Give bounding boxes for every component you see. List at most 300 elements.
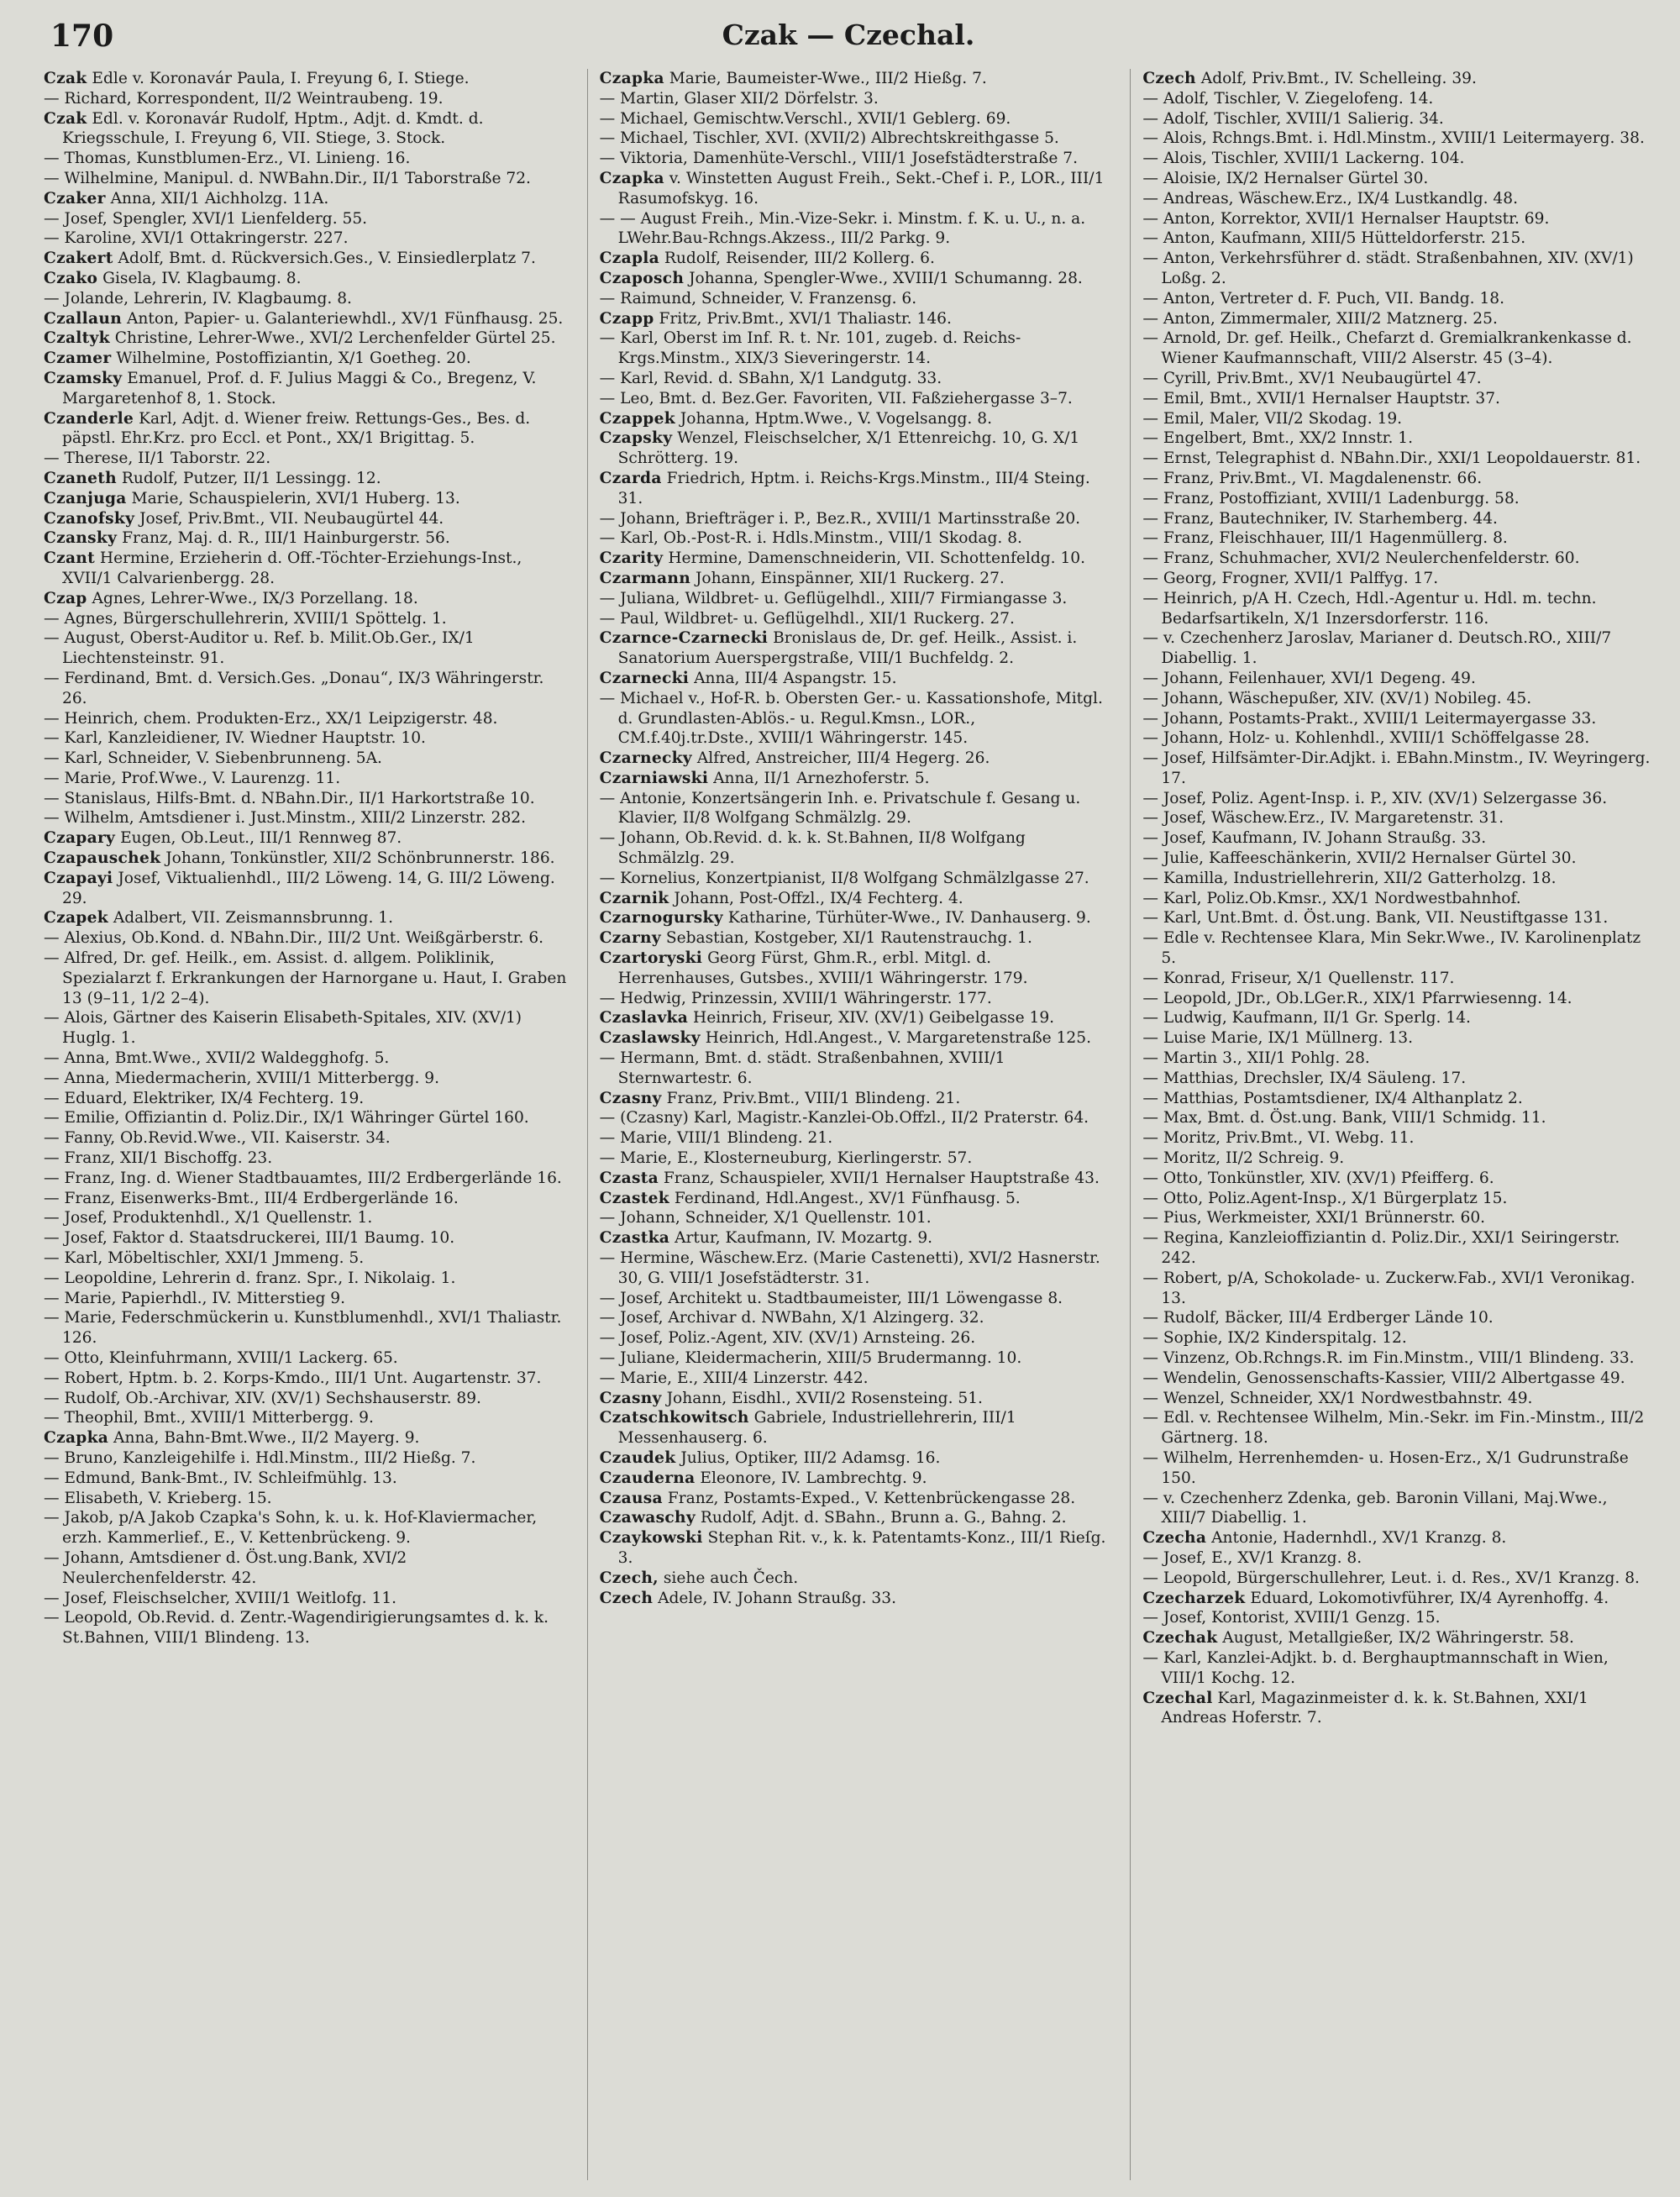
entry-details: Karl, Magazinmeister d. k. k. St.Bahnen, XXI/1 Andreas Hoferstr. 7. [1161,1689,1588,1727]
directory-entry [600,1189,1112,1209]
directory-entry [600,1348,1112,1369]
entry-details: — Anton, Kaufmann, XIII/5 Hütteldorferstr. 215. [1142,229,1526,248]
entry-details: Agnes, Lehrer-Wwe., IX/3 Porzellang. 18. [87,589,418,607]
entry-surname: Czaslawsky [599,1029,701,1048]
directory-entry [1142,1489,1655,1529]
entry-details: — Emil, Bmt., XVII/1 Hernalser Hauptstr. 37. [1142,389,1500,407]
directory-entry [1142,328,1655,369]
entry-details: Eugen, Ob.Leut., III/1 Rennweg 87. [115,829,402,848]
directory-entry [44,1128,569,1148]
directory-entry [600,889,1112,909]
entry-details: Christine, Lehrer-Wwe., XVI/2 Lerchenfelder Gürtel 25. [109,329,556,348]
entry-details: Anton, Papier- u. Galanteriewhdl., XV/1 Fünfhausg. 25. [122,309,564,328]
entry-details: — Cyrill, Priv.Bmt., XV/1 Neubaugürtel 47. [1142,369,1482,387]
entry-details: — Ernst, Telegraphist d. NBahn.Dir., XXI/1 Leopoldauerstr. 81. [1142,449,1641,468]
directory-entry [44,749,569,769]
directory-entry [1142,549,1655,569]
directory-entry [600,908,1112,928]
entry-details: — Adolf, Tischler, XVIII/1 Salierig. 34. [1142,109,1444,128]
entry-details: — Edle v. Rechtensee Klara, Min Sekr.Wwe., IV. Karolinenplatz 5. [1142,929,1641,968]
entry-details: Eduard, Lokomotivführer, IX/4 Ayrenhoffg. 4. [1245,1589,1609,1607]
directory-entry [44,169,569,189]
entry-details: — Josef, Produktenhdl., X/1 Quellenstr. 1. [44,1209,373,1227]
entry-details: — Josef, Archivar d. NWBahn, X/1 Alzingerg. 32. [599,1309,984,1327]
entry-details: Wenzel, Fleischselcher, X/1 Ettenreichg. 10, G. X/1 Schrötterg. 19. [617,429,1080,468]
directory-entry [44,808,569,828]
entry-details: — Josef, E., XV/1 Kranzg. 8. [1142,1548,1362,1567]
entry-details: Edl. v. Koronavár Rudolf, Hptm., Adjt. d. Kmdt. d. Kriegsschule, I. Freyung 6, VII. Stiege, 3. Stock. [62,109,484,148]
entry-details: — Johann, Postamts-Prakt., XVIII/1 Leitermayergasse 33. [1142,709,1597,728]
entry-details: — Wenzel, Schneider, XX/1 Nordwestbahnstr. 49. [1142,1389,1533,1407]
entry-details: — Arnold, Dr. gef. Heilk., Chefarzt d. Gremialkrankenkasse d. Wiener Kaufmannschaft, VIII/2 Alserstr. 45 (3–4). [1142,329,1632,368]
directory-entry [1142,628,1655,669]
directory-entry [600,1108,1112,1128]
entry-details: — Hermann, Bmt. d. städt. Straßenbahnen, XVIII/1 Sternwartestr. 6. [599,1049,1005,1087]
entry-details: — Franz, Priv.Bmt., VI. Magdalenenstr. 66. [1142,469,1483,487]
entry-details: Sebastian, Kostgeber, XI/1 Rautenstrauchg. 1. [660,929,1032,948]
directory-entry [600,1148,1112,1169]
entry-details: — Karl, Oberst im Inf. R. t. Nr. 101, zugeb. d. Reichs-Krgs.Minstm., XIX/3 Sieveringerstr. 14. [599,329,1021,368]
directory-entry [1142,849,1655,869]
directory-entry [1142,289,1655,309]
entry-details: Friedrich, Hptm. i. Reichs-Krgs.Minstm., III/4 Steing. 31. [617,469,1090,507]
directory-entry [1142,1608,1655,1628]
entry-details: — Franz, Schuhmacher, XVI/2 Neulerchenfelderstr. 60. [1142,549,1580,568]
entry-details: — Otto, Kleinfuhrmann, XVIII/1 Lackerg. 65. [44,1349,398,1367]
entry-details: — Ferdinand, Bmt. d. Versich.Ges. „Donau“, IX/3 Währingerstr. 26. [44,669,544,707]
entry-details: — v. Czechenherz Zdenka, geb. Baronin Villani, Maj.Wwe., XIII/7 Diabellig. 1. [1142,1489,1608,1527]
directory-entry [1142,728,1655,749]
directory-entry [1142,129,1655,149]
directory-entry [1142,1028,1655,1049]
entry-surname: Czastek [599,1189,669,1207]
entry-surname: Czarity [599,549,664,568]
directory-entry [1142,1628,1655,1648]
directory-entry [600,1228,1112,1248]
entry-details: Gabriele, Industriellehrerin, III/1 Messenhauserg. 6. [617,1409,1016,1448]
entry-details: — Johann, Wäschepußer, XIV. (XV/1) Nobileg. 45. [1142,689,1532,707]
directory-entry [1142,1208,1655,1228]
entry-surname: Czapauschek [44,849,161,868]
directory-entry [600,1008,1112,1028]
directory-entry [600,828,1112,869]
entry-details: — Georg, Frogner, XVII/1 Palffyg. 17. [1142,569,1439,587]
directory-entry [1142,189,1655,209]
directory-entry [44,628,569,669]
entry-details: Heinrich, Friseur, XIV. (XV/1) Geibelgasse 19. [688,1009,1055,1028]
entry-details: — — August Freih., Min.-Vize-Sekr. i. Minstm. f. K. u. U., n. a. LWehr.Bau-Rchngs.Akzess., III/2 Parkg. 9. [599,209,1086,248]
directory-entry [1142,169,1655,189]
directory-entry [600,1589,1112,1609]
directory-entry [44,789,569,809]
directory-entry [44,1208,569,1228]
directory-entry [44,1169,569,1189]
entry-surname: Czapka [44,1429,109,1448]
directory-entry [600,1289,1112,1309]
directory-entry [1142,309,1655,329]
directory-entry [44,728,569,749]
entry-details: — Emilie, Offiziantin d. Poliz.Dir., IX/1 Währinger Gürtel 160. [44,1109,529,1127]
entry-details: — Adolf, Tischler, V. Ziegelofeng. 14. [1142,89,1434,108]
entry-details: Hermine, Erzieherin d. Off.-Töchter-Erziehungs-Inst., XVII/1 Calvarienbergg. 28. [62,549,522,587]
entry-surname: Czaposch [599,269,685,287]
directory-entry [600,769,1112,789]
entry-surname: Czapla [599,250,659,268]
entry-surname: Czakert [44,250,113,268]
directory-entry [44,489,569,509]
entry-surname: Czastka [599,1229,670,1248]
entry-details: Adele, IV. Johann Straußg. 33. [653,1589,896,1607]
entry-details: — Pius, Werkmeister, XXI/1 Brünnerstr. 60. [1142,1209,1486,1227]
directory-entry [44,1108,569,1128]
entry-details: — Karl, Revid. d. SBahn, X/1 Landgutg. 33. [599,369,942,387]
entry-details: — Marie, Papierhdl., IV. Mitterstieg 9. [44,1289,346,1307]
entry-surname: Czansky [44,529,118,548]
directory-entry [44,269,569,289]
directory-entry [1142,209,1655,229]
entry-details: Johanna, Hptm.Wwe., V. Vogelsangg. 8. [675,409,992,428]
directory-entry [1142,1589,1655,1609]
page-header [50,18,1646,59]
entry-details: Antonie, Hadernhdl., XV/1 Kranzg. 8. [1206,1529,1507,1548]
entry-surname: Czecha [1142,1529,1207,1548]
entry-surname: Czamer [44,350,112,368]
directory-entry [44,469,569,489]
entry-details: Adalbert, VII. Zeismannsbrunng. 1. [108,909,394,928]
directory-entry [44,189,569,209]
entry-surname: Czarda [599,469,662,487]
directory-entry [600,428,1112,469]
directory-entry [1142,1089,1655,1109]
entry-surname: Czaker [44,189,106,208]
entry-surname: Czarny [599,929,661,948]
entry-details: — Wilhelm, Amtsdiener i. Just.Minstm., XIII/2 Linzerstr. 282. [44,809,527,828]
directory-entry [1142,928,1655,969]
directory-entry [44,1428,569,1448]
directory-entry [1142,89,1655,109]
entry-details: — Marie, E., XIII/4 Linzerstr. 442. [599,1369,869,1387]
entry-details: Anna, III/4 Aspangstr. 15. [689,669,897,687]
directory-entry [600,569,1112,589]
entry-surname: Czausa [599,1489,663,1507]
directory-entry [44,1269,569,1289]
entry-surname: Czatschkowitsch [599,1409,749,1427]
entry-details: — Karl, Ob.-Post-R. i. Hdls.Minstm., VIII/1 Skodag. 8. [599,529,1022,548]
entry-details: — Leopoldine, Lehrerin d. franz. Spr., I. Nikolaig. 1. [44,1269,456,1287]
entry-details: — Rudolf, Bäcker, III/4 Erdberger Lände 10. [1142,1309,1494,1327]
entry-details: — Marie, Prof.Wwe., V. Laurenzg. 11. [44,769,341,787]
directory-entry [44,1089,569,1109]
entry-details: — Leopold, Bürgerschullehrer, Leut. i. d. Res., XV/1 Kranzg. 8. [1142,1569,1640,1587]
entry-details: — Otto, Tonkünstler, XIV. (XV/1) Pfeifferg. 6. [1142,1169,1494,1187]
entry-surname: Czech [599,1589,654,1607]
directory-entry [1142,1528,1655,1548]
entry-details: — Michael, Tischler, XVI. (XVII/2) Albrechtskreithgasse 5. [599,129,1059,148]
directory-entry [44,289,569,309]
entry-details: — Konrad, Friseur, X/1 Quellenstr. 117. [1142,969,1455,987]
entry-details: — Robert, Hptm. b. 2. Korps-Kmdo., III/1 Unt. Augartenstr. 37. [44,1369,542,1387]
entry-surname: Czarnecky [599,749,692,768]
directory-entry [600,1389,1112,1409]
directory-entry [44,1049,569,1069]
entry-surname: Czanderle [44,409,134,428]
directory-entry [44,1348,569,1369]
entry-surname: Czaltyk [44,329,110,348]
entry-surname: Czapek [44,909,108,928]
entry-details: — Vinzenz, Ob.Rchngs.R. im Fin.Minstm., VIII/1 Blindeng. 33. [1142,1349,1635,1367]
directory-entry [44,89,569,109]
entry-details: Josef, Viktualienhdl., III/2 Löweng. 14, G. III/2 Löweng. 29. [62,869,555,907]
entry-surname: Czaykowski [599,1529,703,1548]
directory-entry [1142,1148,1655,1169]
directory-entry [600,1169,1112,1189]
entry-surname: Czant [44,549,96,568]
directory-entry [600,1089,1112,1109]
directory-entry [44,1508,569,1548]
entry-details: — Kornelius, Konzertpianist, II/8 Wolfgang Schmälzlgasse 27. [599,869,1089,887]
directory-entry [1142,109,1655,129]
entry-details: Adolf, Priv.Bmt., IV. Schelleing. 39. [1195,70,1477,87]
entry-details: — Wilhelmine, Manipul. d. NWBahn.Dir., II/1 Taborstraße 72. [44,169,531,187]
entry-details: — Martin, Glaser XII/2 Dörfelstr. 3. [599,89,879,108]
entry-details: — Martin 3., XII/1 Pohlg. 28. [1142,1049,1370,1068]
directory-entry [1142,509,1655,529]
entry-surname: Czechak [1142,1629,1218,1648]
entry-details: Franz, Schauspieler, XVII/1 Hernalser Hauptstraße 43. [658,1169,1100,1187]
directory-entry [600,389,1112,409]
directory-entry [1142,808,1655,828]
entry-details: — Edmund, Bank-Bmt., IV. Schleifmühlg. 13. [44,1469,397,1487]
directory-entry [1142,229,1655,249]
entry-details: — Edl. v. Rechtensee Wilhelm, Min.-Sekr. im Fin.-Minstm., III/2 Gärtnerg. 18. [1142,1409,1645,1448]
entry-details: — Josef, Kontorist, XVIII/1 Genzg. 15. [1142,1609,1441,1627]
directory-entry [600,509,1112,529]
entry-details: — Viktoria, Damenhüte-Verschl., VIII/1 Josefstädterstraße 7. [599,150,1079,168]
directory-entry [600,549,1112,569]
directory-entry [44,609,569,629]
directory-entry [44,1389,569,1409]
entry-details: Josef, Priv.Bmt., VII. Neubaugürtel 44. [134,509,444,528]
entry-surname: Czawaschy [599,1509,696,1527]
directory-entry [1142,1548,1655,1569]
entry-details: — Bruno, Kanzleigehilfe i. Hdl.Minstm., III/2 Hießg. 7. [44,1448,476,1467]
entry-details: — Johann, Feilenhauer, XVI/1 Degeng. 49. [1142,669,1476,687]
entry-details: — Marie, E., Klosterneuburg, Kierlingerstr. 57. [599,1149,973,1168]
directory-entry [1142,369,1655,389]
entry-details: — August, Oberst-Auditor u. Ref. b. Milit.Ob.Ger., IX/1 Liechtensteinstr. 91. [44,629,475,668]
entry-details: — Johann, Amtsdiener d. Öst.ung.Bank, XVI/2 Neulerchenfelderstr. 42. [44,1548,407,1587]
entry-details: — Karoline, XVI/1 Ottakringerstr. 227. [44,229,349,248]
entry-details: Julius, Optiker, III/2 Adamsg. 16. [675,1448,941,1467]
entry-surname: Czarmann [599,569,691,587]
entry-surname: Czak [44,70,87,87]
directory-entry [600,1308,1112,1328]
directory-entry [44,1248,569,1269]
directory-entry [600,628,1112,669]
directory-entry [1142,1389,1655,1409]
entry-surname: Czapayi [44,869,113,887]
entry-details: — Franz, Postoffiziant, XVIII/1 Ladenburgg. 58. [1142,489,1520,507]
entry-details: — Andreas, Wäschew.Erz., IX/4 Lustkandlg. 48. [1142,189,1518,208]
entry-surname: Czech [1142,70,1196,87]
entry-details: — Anna, Bmt.Wwe., XVII/2 Waldegghofg. 5. [44,1049,390,1068]
entry-details: — Regina, Kanzleioffiziantin d. Poliz.Dir., XXI/1 Seiringerstr. 242. [1142,1229,1620,1268]
entry-details: Artur, Kaufmann, IV. Mozartg. 9. [669,1229,933,1248]
entry-details: — Josef, Spengler, XVI/1 Lienfelderg. 55. [44,209,368,228]
entry-details: — Anton, Verkehrsführer d. städt. Straßenbahnen, XIV. (XV/1) Loßg. 2. [1142,250,1634,287]
entry-details: — Johann, Ob.Revid. d. k. k. St.Bahnen, II/8 Wolfgang Schmälzlg. 29. [599,829,1026,868]
directory-entry [44,828,569,849]
entry-details: — Engelbert, Bmt., XX/2 Innstr. 1. [1142,429,1414,448]
entry-details: — v. Czechenherz Jaroslav, Marianer d. Deutsch.RO., XIII/7 Diabellig. 1. [1142,629,1612,668]
entry-details: Johann, Einspänner, XII/1 Ruckerg. 27. [690,569,1005,587]
entry-details: — Heinrich, p/A H. Czech, Hdl.-Agentur u. Hdl. m. techn. Bedarfsartikeln, X/1 Inzersdorferstr. 116. [1142,589,1597,628]
directory-entry [44,209,569,229]
directory-entry [1142,1008,1655,1028]
entry-details: — Luise Marie, IX/1 Müllnerg. 13. [1142,1029,1413,1048]
directory-entry [44,908,569,928]
entry-details: Ferdinand, Hdl.Angest., XV/1 Fünfhausg. 5. [669,1189,1021,1207]
directory-entry [1142,1169,1655,1189]
entry-details: Stephan Rit. v., k. k. Patentamts-Konz., III/1 Rieſg. 3. [617,1529,1106,1567]
column-3 [1130,69,1655,2180]
directory-entry [600,989,1112,1009]
page-number: 170 [50,18,114,54]
entry-details: — Emil, Maler, VII/2 Skodag. 19. [1142,409,1403,428]
entry-details: — Johann, Schneider, X/1 Quellenstr. 101. [599,1209,932,1227]
directory-entry [600,289,1112,309]
entry-details: — Matthias, Postamtsdiener, IX/4 Althanplatz 2. [1142,1089,1523,1107]
entry-details: — Moritz, II/2 Schreig. 9. [1142,1149,1345,1168]
entry-details: Anna, XII/1 Aichholzg. 11A. [105,189,329,208]
entry-surname: Czanjuga [44,489,127,507]
entry-details: — Julie, Kaffeeschänkerin, XVII/2 Hernalser Gürtel 30. [1142,849,1577,868]
entry-details: — (Czasny) Karl, Magistr.-Kanzlei-Ob.Offzl., II/2 Praterstr. 64. [599,1109,1089,1127]
entry-details: Edle v. Koronavár Paula, I. Freyung 6, I. Stiege. [87,70,470,87]
entry-details: Rudolf, Putzer, II/1 Lessingg. 12. [116,469,381,487]
entry-details: — Michael v., Hof-R. b. Obersten Ger.- u. Kassationshofe, Mitgl. d. Grundlasten-Ablös.- u. Regul.Kmsn., LOR., CM.f.40j.tr.Dste., XVIII/1 Währingerstr. 145. [599,689,1103,748]
entry-details: — Johann, Briefträger i. P., Bez.R., XVIII/1 Martinsstraße 20. [599,509,1081,528]
directory-entry [1142,889,1655,909]
entry-details: — Karl, Kanzlei-Adjkt. b. d. Berghauptmannschaft in Wien, VIII/1 Kochg. 12. [1142,1648,1609,1687]
entry-details: — Josef, Fleischselcher, XVIII/1 Weitlofg. 11. [44,1589,397,1607]
directory-columns [44,69,1655,2180]
entry-details: — Josef, Poliz. Agent-Insp. i. P., XIV. (XV/1) Selzergasse 36. [1142,789,1608,807]
entry-details: — Paul, Wildbret- u. Geflügelhdl., XII/1 Ruckerg. 27. [599,609,1015,628]
entry-details: Franz, Postamts-Exped., V. Kettenbrückengasse 28. [662,1489,1076,1507]
directory-entry [44,509,569,529]
directory-entry [1142,1689,1655,1729]
directory-entry [1142,1348,1655,1369]
directory-entry [600,1569,1112,1589]
directory-entry [600,89,1112,109]
entry-surname: Czamsky [44,369,123,387]
entry-details: — Anton, Vertreter d. F. Puch, VII. Bandg. 18. [1142,289,1505,307]
directory-entry [1142,428,1655,449]
entry-surname: Czap [44,589,87,607]
entry-details: — Franz, Bautechniker, IV. Starhemberg. 44. [1142,509,1498,528]
entry-details: Katharine, Türhüter-Wwe., IV. Danhauserg. 9. [722,909,1091,928]
entry-surname: Czapary [44,829,116,848]
directory-entry [600,369,1112,389]
entry-details: — Max, Bmt. d. Öst.ung. Bank, VIII/1 Schmidg. 11. [1142,1109,1546,1127]
directory-entry [44,229,569,249]
entry-details: — Hedwig, Prinzessin, XVIII/1 Währingerstr. 177. [599,989,992,1007]
entry-details: — Franz, Ing. d. Wiener Stadtbauamtes, III/2 Erdbergerlände 16. [44,1169,562,1187]
directory-entry [44,1069,569,1089]
column-2 [587,69,1112,2180]
entry-details: — Franz, Eisenwerks-Bmt., III/4 Erdbergerlände 16. [44,1189,459,1207]
entry-details: — Karl, Unt.Bmt. d. Öst.ung. Bank, VII. Neustiftgasse 131. [1142,909,1609,928]
entry-details: — Otto, Poliz.Agent-Insp., X/1 Bürgerplatz 15. [1142,1189,1508,1207]
entry-details: — Josef, Hilfsämter-Dir.Adjkt. i. EBahn.Minstm., IV. Weyringerg. 17. [1142,749,1651,787]
entry-details: — Karl, Poliz.Ob.Kmsr., XX/1 Nordwestbahnhof. [1142,889,1521,907]
entry-details: — Fanny, Ob.Revid.Wwe., VII. Kaiserstr. 34. [44,1129,391,1148]
entry-details: Alfred, Anstreicher, III/4 Hegerg. 26. [691,749,990,768]
directory-entry [1142,1408,1655,1448]
directory-entry [600,1028,1112,1049]
entry-surname: Czarnogursky [599,909,723,928]
entry-details: — Alfred, Dr. gef. Heilk., em. Assist. d. allgem. Poliklinik, Spezialarzt f. Erkrankungen der Harnorgane u. Haut, I. Graben 13 (9–11, 1/2 2–4). [44,949,567,1007]
directory-entry [600,1528,1112,1569]
directory-entry [1142,1569,1655,1589]
directory-entry [1142,1648,1655,1689]
entry-details: — Johann, Holz- u. Kohlenhdl., XVIII/1 Schöffelgasse 28. [1142,729,1590,748]
entry-surname: Czanofsky [44,509,135,528]
entry-surname: Czaneth [44,469,117,487]
entry-details: — Alexius, Ob.Kond. d. NBahn.Dir., III/2 Unt. Weißgärberstr. 6. [44,929,544,948]
directory-entry [44,449,569,469]
directory-entry [44,309,569,329]
entry-surname: Czauderna [599,1469,696,1487]
directory-entry [44,349,569,369]
entry-details: — Juliana, Wildbret- u. Geflügelhdl., XIII/7 Firmiangasse 3. [599,589,1068,607]
directory-entry [600,1208,1112,1228]
entry-surname: Czapka [599,70,664,87]
directory-entry [44,1148,569,1169]
entry-details: siehe auch Čech. [658,1569,799,1587]
directory-entry [600,689,1112,749]
entry-details: Franz, Priv.Bmt., VIII/1 Blindeng. 21. [661,1089,961,1107]
directory-entry [44,1008,569,1049]
entry-details: — Sophie, IX/2 Kinderspitalg. 12. [1142,1329,1407,1348]
directory-entry [44,769,569,789]
directory-entry [600,1248,1112,1289]
directory-entry [44,709,569,729]
entry-details: — Josef, Wäschew.Erz., IV. Margaretenstr. 31. [1142,809,1504,828]
entry-details: Anna, Bahn-Bmt.Wwe., II/2 Mayerg. 9. [108,1429,420,1448]
directory-entry [1142,1189,1655,1209]
entry-surname: Czarnik [599,889,669,907]
directory-entry [1142,449,1655,469]
directory-entry [44,149,569,169]
entry-details: — Karl, Kanzleidiener, IV. Wiedner Hauptstr. 10. [44,729,426,748]
directory-entry [1142,689,1655,709]
entry-details: — Elisabeth, V. Krieberg. 15. [44,1489,272,1507]
entry-details: Eleonore, IV. Lambrechtg. 9. [695,1469,927,1487]
entry-details: — Josef, Architekt u. Stadtbaumeister, III/1 Löwengasse 8. [599,1289,1063,1307]
entry-details: — Wilhelm, Herrenhemden- u. Hosen-Erz., X/1 Gudrunstraße 150. [1142,1448,1629,1487]
entry-details: — Marie, VIII/1 Blindeng. 21. [599,1129,833,1148]
entry-details: Johann, Post-Offzl., IX/4 Fechterg. 4. [669,889,963,907]
entry-details: Johann, Eisdhl., XVII/2 Rosensteing. 51. [661,1389,983,1407]
entry-surname: Czarnecki [599,669,690,687]
directory-entry [600,309,1112,329]
running-title: Czak — Czechal. [722,18,975,51]
directory-entry [44,1408,569,1428]
directory-entry [44,1608,569,1648]
entry-details: — Josef, Faktor d. Staatsdruckerei, III/1 Baumg. 10. [44,1229,455,1248]
